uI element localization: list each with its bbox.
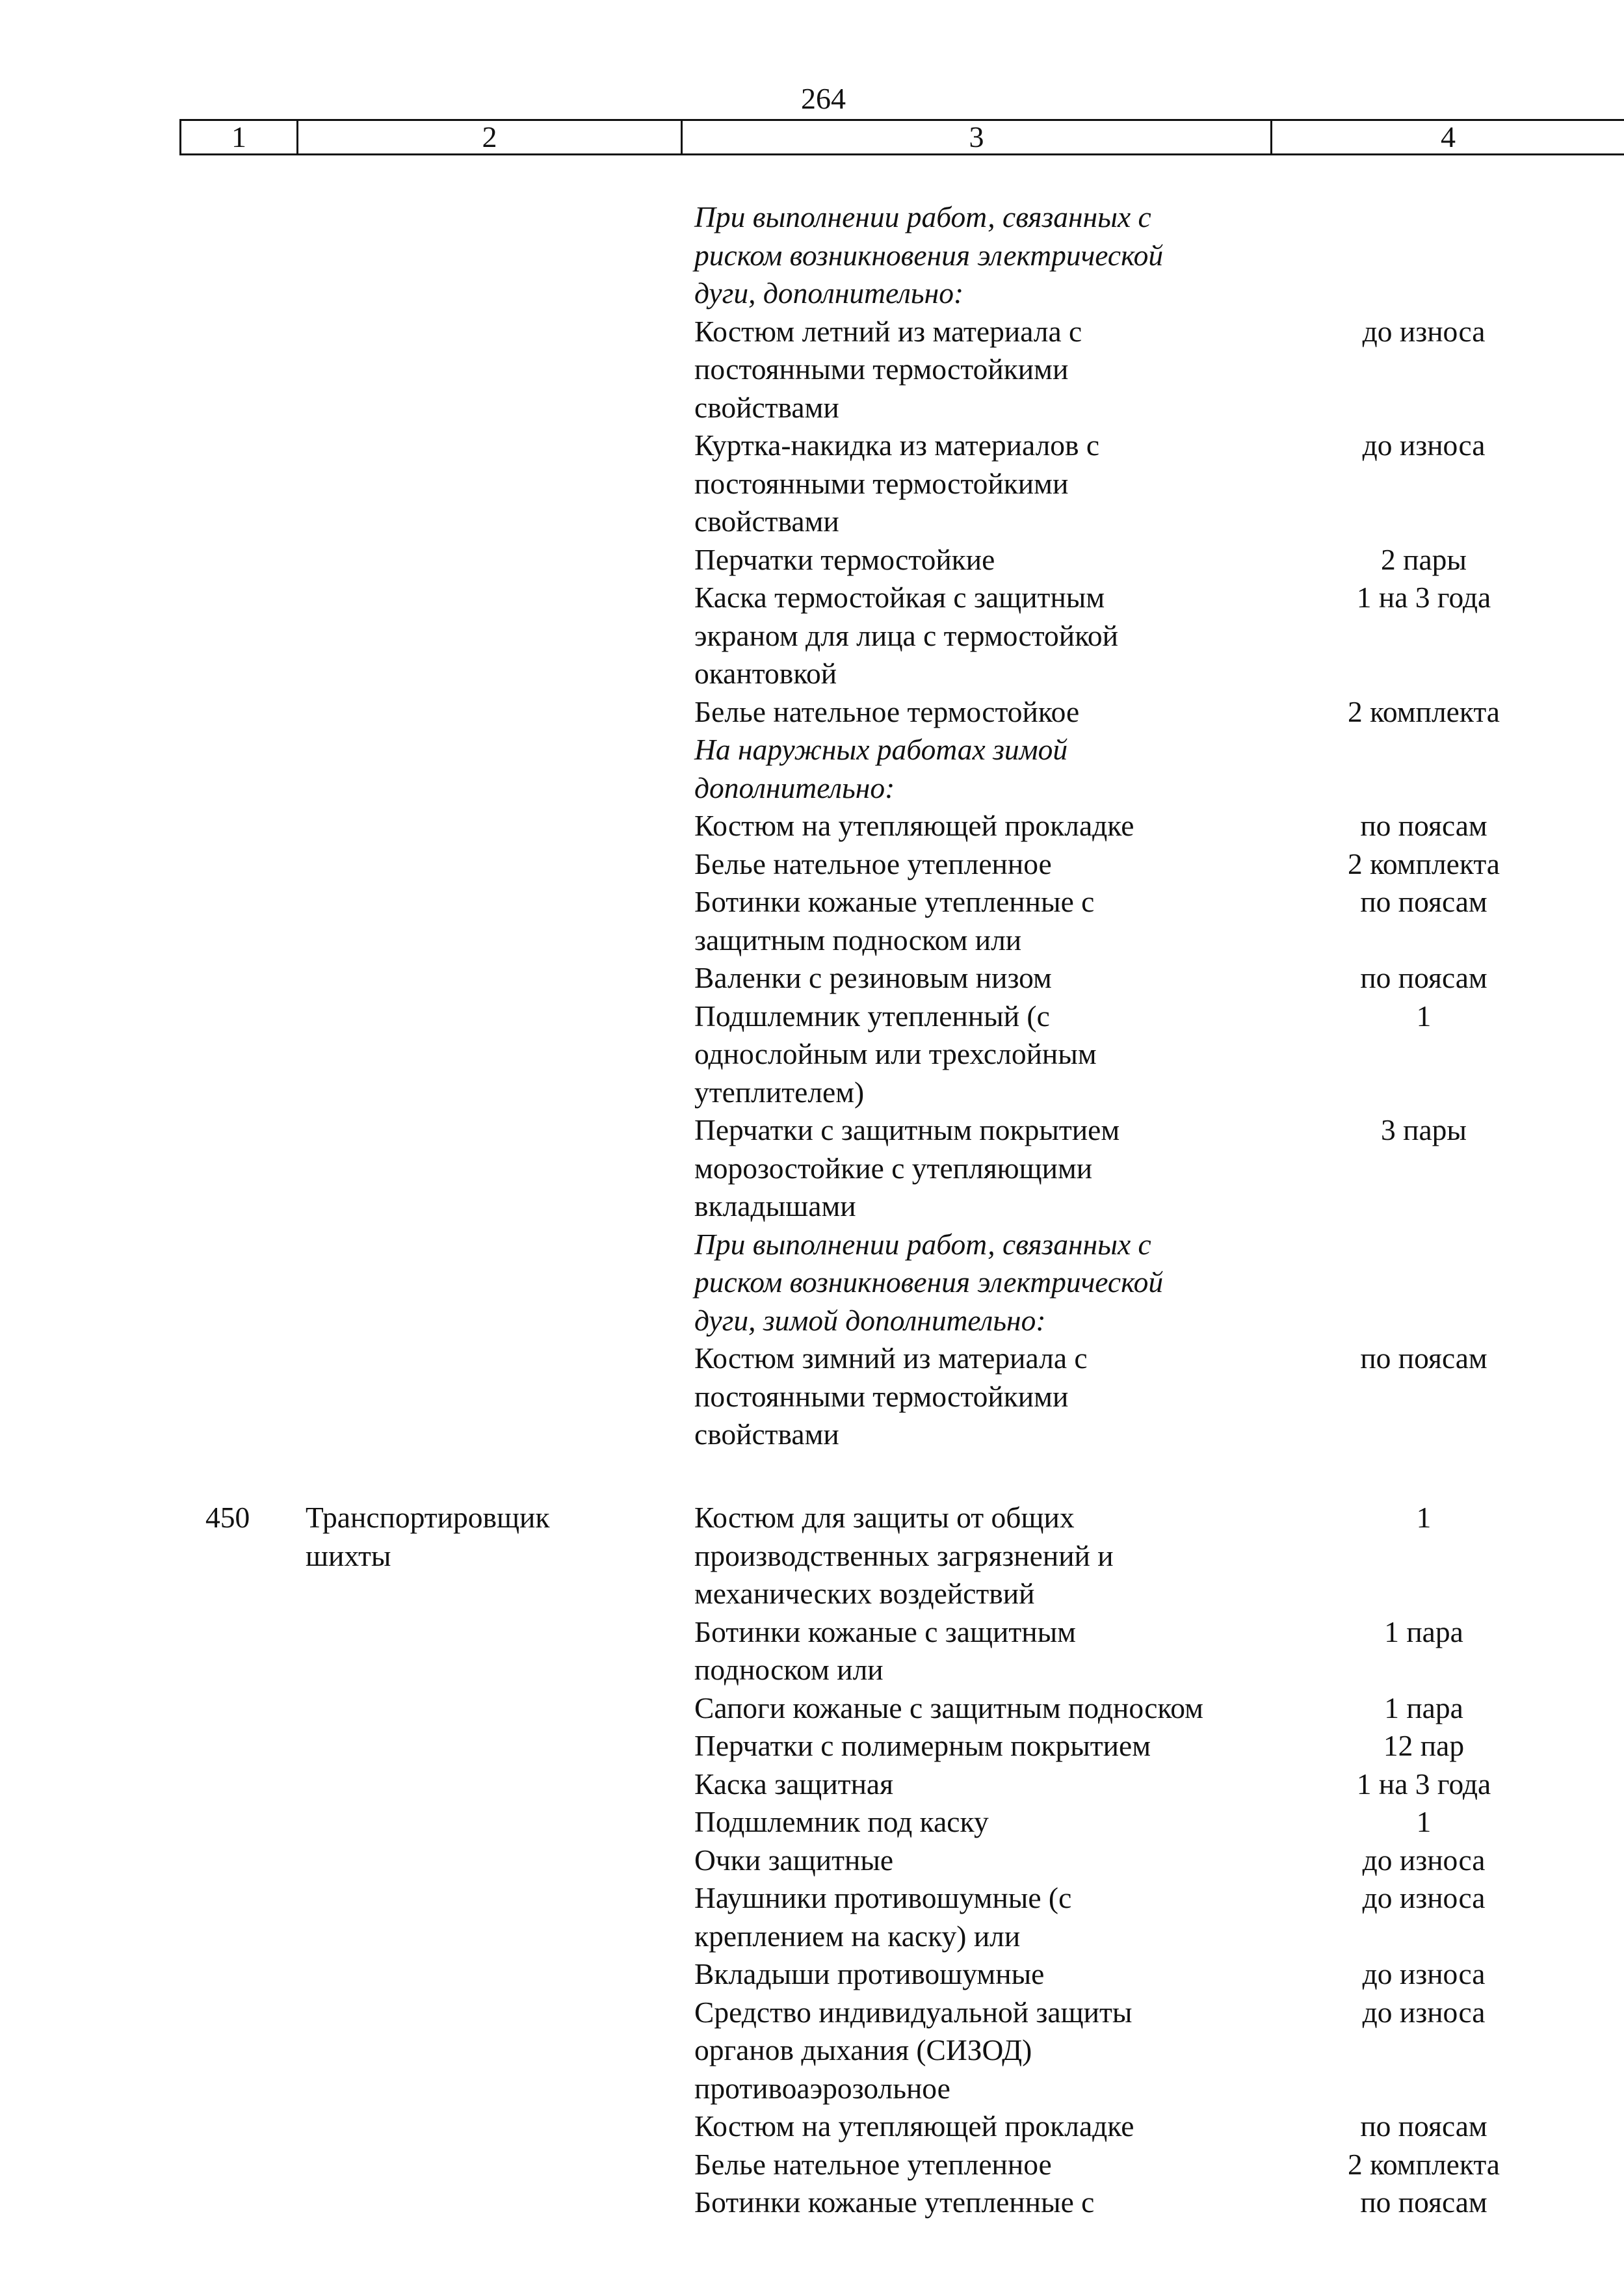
item-name: свойствами <box>694 1418 839 1451</box>
item-norm: 2 комплекта <box>1348 2147 1500 2181</box>
item-norm: до износа <box>1362 1843 1486 1877</box>
item-name: постоянными термостойкими <box>694 466 1069 500</box>
header-col-2: 2 <box>296 121 681 153</box>
item-name: Ботинки кожаные утепленные с <box>694 2185 1095 2219</box>
item-name: Костюм на утепляющей прокладке <box>694 2109 1134 2143</box>
item-name: Средство индивидуальной защиты <box>694 1995 1133 2029</box>
item-name: механических воздействий <box>694 1577 1035 1610</box>
item-norm: 1 пара <box>1384 1691 1463 1724</box>
item-name: Перчатки с полимерным покрытием <box>694 1729 1151 1762</box>
item-norm: по поясам <box>1360 2185 1487 2219</box>
item-name: Каска термостойкая с защитным <box>694 581 1105 614</box>
item-name: противоаэрозольное <box>694 2071 950 2105</box>
item-norm: до износа <box>1362 429 1486 462</box>
item-norm: 1 <box>1416 1805 1432 1838</box>
item-name: Костюм для защиты от общих <box>694 1501 1075 1534</box>
item-norm: до износа <box>1362 314 1486 348</box>
item-norm: 2 пары <box>1381 542 1467 576</box>
item-name: постоянными термостойкими <box>694 352 1069 386</box>
item-norm: по поясам <box>1360 2109 1487 2143</box>
item-name: подноском или <box>694 1653 884 1686</box>
item-name: свойствами <box>694 390 839 424</box>
section-note: дуги, зимой дополнительно: <box>694 1303 1046 1337</box>
item-name: постоянными термостойкими <box>694 1379 1069 1413</box>
item-norm: до износа <box>1362 1995 1486 2029</box>
item-name: Ботинки кожаные утепленные с <box>694 885 1095 918</box>
item-name: Белье нательное термостойкое <box>694 694 1080 728</box>
header-col-1: 1 <box>179 121 296 153</box>
item-norm: до износа <box>1362 1957 1486 1990</box>
item-name: Перчатки термостойкие <box>694 542 995 576</box>
item-norm: по поясам <box>1360 809 1487 842</box>
item-name: Подшлемник под каску <box>694 1805 989 1838</box>
item-norm: 12 пар <box>1383 1729 1465 1762</box>
item-name: свойствами <box>694 505 839 538</box>
item-name: Валенки с резиновым низом <box>694 961 1052 994</box>
item-name: органов дыхания (СИЗОД) <box>694 2033 1032 2066</box>
item-name: Вкладыши противошумные <box>694 1957 1045 1990</box>
item-norm: 2 комплекта <box>1348 847 1500 880</box>
item-norm: 1 на 3 года <box>1356 1767 1491 1801</box>
item-norm: по поясам <box>1360 885 1487 918</box>
item-norm: 1 <box>1416 1501 1432 1534</box>
item-name: окантовкой <box>694 657 837 690</box>
item-name: Ботинки кожаные с защитным <box>694 1615 1076 1648</box>
item-norm: 1 на 3 года <box>1356 581 1491 614</box>
profession-name: Транспортировщик <box>306 1501 550 1534</box>
item-norm: 1 <box>1416 999 1432 1033</box>
section-note: риском возникновения электрической <box>694 238 1164 272</box>
header-col-3: 3 <box>681 121 1270 153</box>
item-name: экраном для лица с термостойкой <box>694 618 1118 652</box>
item-norm: 1 пара <box>1384 1615 1463 1648</box>
section-note: дополнительно: <box>694 771 895 804</box>
item-norm: до износа <box>1362 1881 1486 1914</box>
item-name: Костюм летний из материала с <box>694 314 1082 348</box>
item-name: морозостойкие с утепляющими <box>694 1151 1093 1185</box>
item-norm: 2 комплекта <box>1348 694 1500 728</box>
item-name: Куртка-накидка из материалов с <box>694 429 1100 462</box>
item-name: Перчатки с защитным покрытием <box>694 1113 1120 1146</box>
section-note: При выполнении работ, связанных с <box>694 200 1151 233</box>
item-norm: 3 пары <box>1381 1113 1467 1146</box>
item-name: Костюм на утепляющей прокладке <box>694 809 1134 842</box>
item-name: Сапоги кожаные с защитным подноском <box>694 1691 1203 1724</box>
item-norm: по поясам <box>1360 961 1487 994</box>
section-note: При выполнении работ, связанных с <box>694 1227 1151 1261</box>
header-col-4: 4 <box>1270 121 1624 153</box>
item-name: защитным подноском или <box>694 923 1022 957</box>
item-name: однослойным или трехслойным <box>694 1037 1097 1070</box>
item-name: Костюм зимний из материала с <box>694 1341 1088 1375</box>
section-note: На наружных работах зимой <box>694 733 1068 766</box>
item-name: Наушники противошумные (с <box>694 1881 1072 1914</box>
item-name: вкладышами <box>694 1189 856 1222</box>
item-name: Белье нательное утепленное <box>694 847 1052 880</box>
section-note: дуги, дополнительно: <box>694 276 964 310</box>
item-name: Каска защитная <box>694 1767 894 1801</box>
item-name: Очки защитные <box>694 1843 894 1877</box>
page-number: 264 <box>801 82 846 115</box>
profession-name: шихты <box>306 1538 391 1572</box>
item-name: Белье нательное утепленное <box>694 2147 1052 2181</box>
item-name: Подшлемник утепленный (с <box>694 999 1050 1033</box>
section-note: риском возникновения электрической <box>694 1265 1164 1299</box>
item-name: утеплителем) <box>694 1075 865 1109</box>
item-norm: по поясам <box>1360 1341 1487 1375</box>
row-number: 450 <box>205 1501 250 1534</box>
item-name: производственных загрязнений и <box>694 1538 1114 1572</box>
item-name: креплением на каску) или <box>694 1919 1021 1953</box>
